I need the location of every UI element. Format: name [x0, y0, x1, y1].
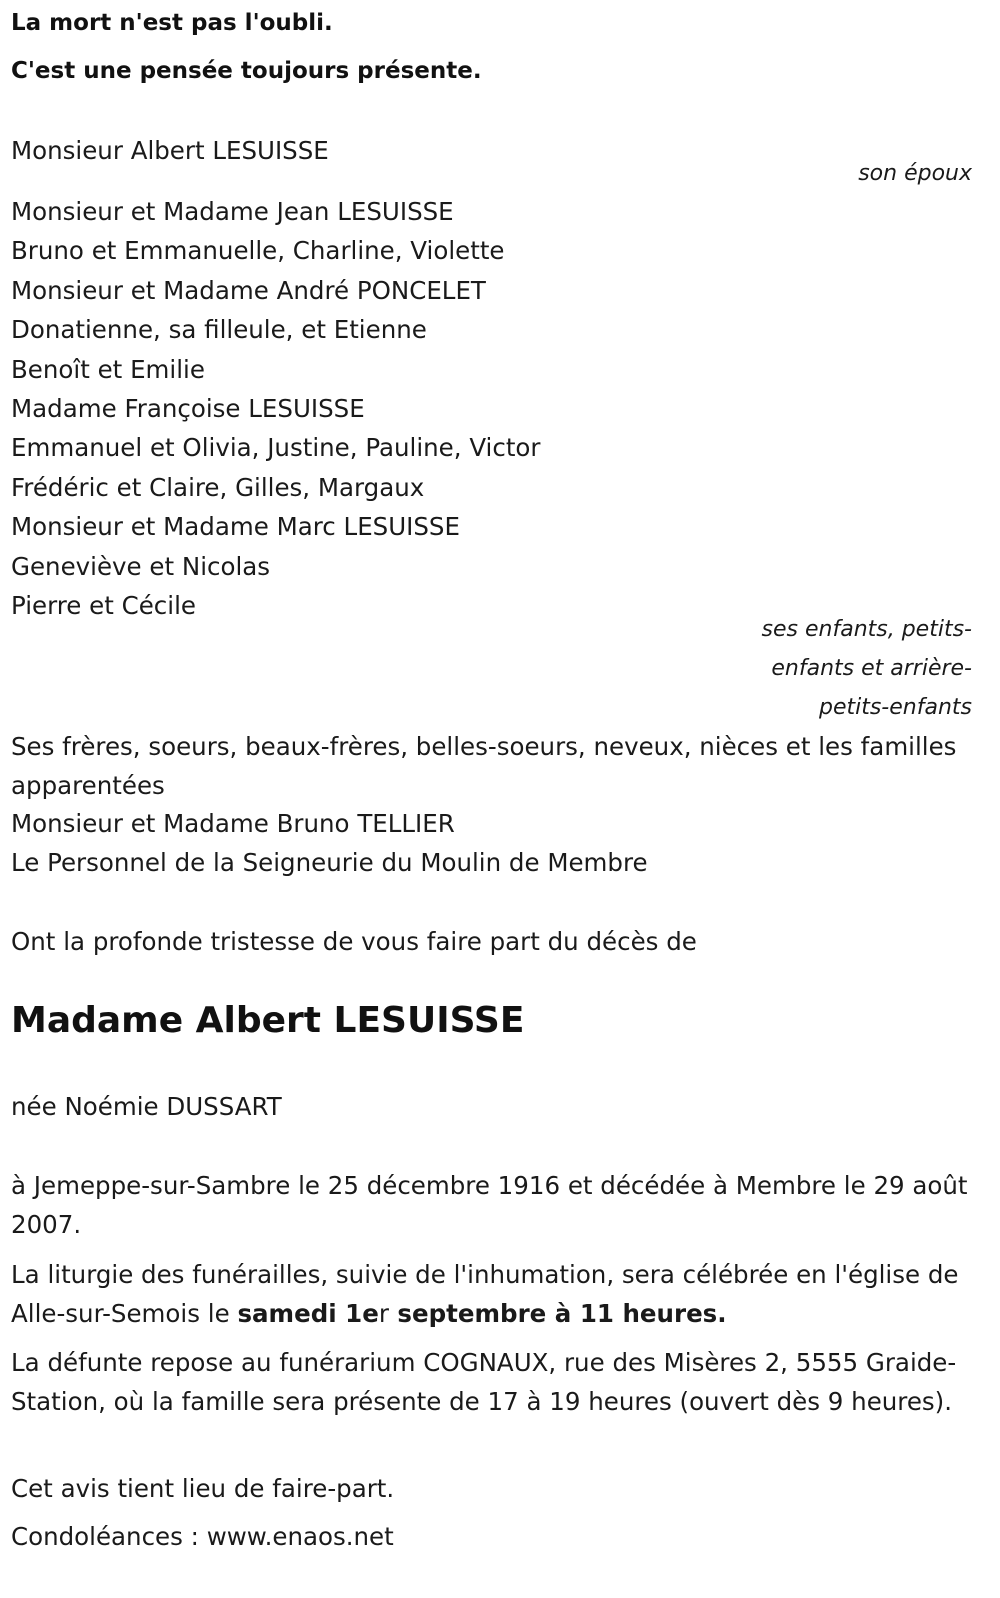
children-list	[11, 196, 541, 629]
birth-death-text: à Jemeppe-sur-Sambre le 25 décembre 1916 et décédée à Membre le 29 août 2007.	[11, 1171, 968, 1239]
notice-text: Cet avis tient lieu de faire-part.	[11, 1474, 395, 1503]
family-member: Monsieur et Madame Marc LESUISSE	[11, 512, 460, 542]
family-member: Benoît et Emilie	[11, 354, 205, 384]
liturgy-text	[11, 1255, 971, 1333]
family-member: Geneviève et Nicolas	[11, 551, 271, 581]
liturgy-time: septembre à 11 heures.	[388, 1299, 727, 1328]
liturgy-prefix: La liturgie des funérailles, suivie de l'inhumation, sera célébrée en l'église de Alle-sur-Semois le	[11, 1260, 959, 1328]
spouse-name: Monsieur Albert LESUISSE	[11, 136, 329, 165]
liturgy-day: samedi 1e	[237, 1299, 379, 1328]
relatives-text: Ses frères, soeurs, beaux-frères, belles-soeurs, neveux, nièces et les familles apparentées	[11, 732, 957, 800]
liturgy-sup: r	[378, 1299, 389, 1328]
friends-text: Monsieur et Madame Bruno TELLIER	[11, 809, 455, 838]
children-role: ses enfants, petits-enfants et arrière-petits-enfants	[761, 617, 972, 720]
announcement-text: Ont la profonde tristesse de vous faire part du décès de	[11, 927, 697, 956]
epigraph-line-2: C'est une pensée toujours présente.	[11, 58, 482, 84]
family-member: Emmanuel et Olivia, Justine, Pauline, Victor	[11, 433, 541, 463]
condolences-text: Condoléances : www.enaos.net	[11, 1522, 394, 1551]
family-member: Monsieur et Madame Jean LESUISSE	[11, 197, 454, 226]
family-member: Bruno et Emmanuelle, Charline, Violette	[11, 236, 505, 266]
deceased-name: Madame Albert LESUISSE	[11, 1000, 525, 1041]
staff-text: Le Personnel de la Seigneurie du Moulin de Membre	[11, 848, 648, 877]
epigraph-line-1: La mort n'est pas l'oubli.	[11, 10, 333, 36]
family-member: Monsieur et Madame André PONCELET	[11, 275, 486, 305]
family-member: Madame Françoise LESUISSE	[11, 393, 365, 423]
family-member: Donatienne, sa filleule, et Etienne	[11, 315, 427, 345]
funerarium-text: La défunte repose au funérarium COGNAUX, rue des Misères 2, 5555 Graide-Station, où la famille sera présente de 17 à 19 heures (ouvert dès 9 heures).	[11, 1348, 957, 1416]
family-member: Frédéric et Claire, Gilles, Margaux	[11, 472, 425, 502]
spouse-role: son époux	[858, 161, 972, 186]
maiden-name: née Noémie DUSSART	[11, 1092, 282, 1121]
family-member: Pierre et Cécile	[11, 590, 196, 620]
